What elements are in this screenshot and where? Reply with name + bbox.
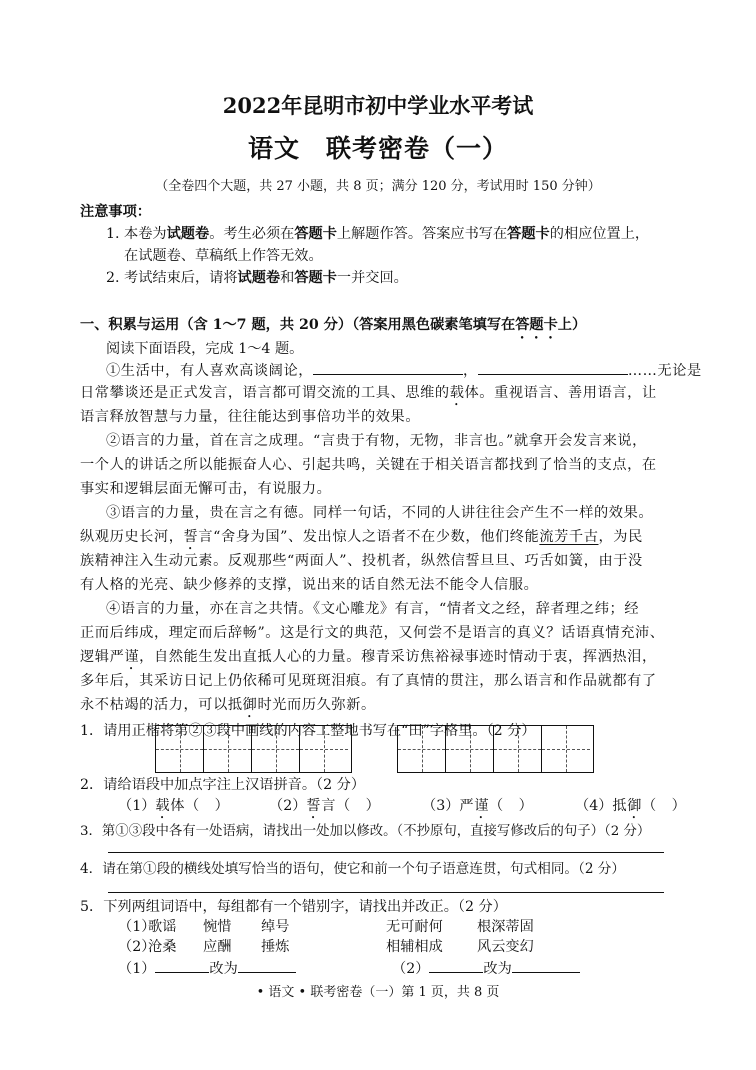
q5-word: 根深蒂固 xyxy=(477,919,534,935)
note-text: 的相应位置上， xyxy=(549,226,650,242)
tian-cell[interactable] xyxy=(156,726,204,772)
passage-text: ……无论是 xyxy=(627,363,702,379)
answer-label: （2） xyxy=(392,961,430,977)
note-emph: 试题卷 xyxy=(166,226,210,242)
exam-subtitle: 语文 联考密卷（一） xyxy=(247,134,508,163)
passage-p1-line3: 语言释放智慧与力量，往往能达到事倍功半的效果。 xyxy=(80,409,421,425)
answer-label: （1） xyxy=(118,961,156,977)
question-4: 4．请在第①段的横线处填写恰当的语句，使它和前一个句子语意连贯，句式相同。（2 分） xyxy=(80,861,625,877)
tian-cell[interactable] xyxy=(494,726,542,772)
passage-p4-line2: 正而后纬成，理定而后辞畅”。这是行文的典范，又何尝不是语言的真义？话语真情充沛、 xyxy=(80,625,665,641)
q2-option-2 xyxy=(269,797,380,822)
group-label: （2） xyxy=(118,939,156,955)
fill-blank[interactable] xyxy=(155,958,209,973)
option-text[interactable]: 体（ ） xyxy=(170,798,230,814)
passage-p4-line5 xyxy=(80,696,376,721)
group-label: （1） xyxy=(118,919,156,935)
tian-cell[interactable] xyxy=(542,726,590,772)
option-label: （2） xyxy=(269,798,307,814)
passage-p3-line2 xyxy=(80,528,643,553)
passage-text: 体。重视语言、善用语言，让 xyxy=(464,385,657,401)
underlined-phrase: 流芳千古 xyxy=(539,529,599,545)
note-emph: 试题卷 xyxy=(237,270,281,286)
note-emph: 答题卡 xyxy=(294,226,337,242)
passage-p3-line3: 族精神注入生动元素。反观那些“两面人”、投机者，纵然信誓旦旦、巧舌如簧，由于没 xyxy=(80,553,643,569)
option-text: 抵 xyxy=(612,798,628,814)
exam-title: 2022年昆明市初中学业水平考试 xyxy=(222,93,534,118)
q2-option-1 xyxy=(118,797,229,822)
question-1: 1．请用正楷将第②③段中画线的内容工整地书写在“田”字格里。（2 分） xyxy=(80,723,536,739)
passage-text: 日常攀谈还是正式发言，语言都可谓交流的工具、思维的 xyxy=(80,385,450,401)
passage-text: ，自然能生发出直抵人心的力量。穆青采访焦裕禄事迹时情动于衷，挥洒热泪， xyxy=(139,649,657,665)
tian-cell[interactable] xyxy=(446,726,494,772)
dotted-char: 誓 xyxy=(306,798,322,814)
heading-text: 一、积累与运用（含 1～7 题，共 20 分）（答案用黑色碳素笔填写在 xyxy=(80,317,516,333)
page-footer: • 语文 • 联考密卷（一）第 1 页，共 8 页 xyxy=(256,985,500,1000)
passage-text: 永不枯竭的活力，可以抵 xyxy=(80,697,243,713)
heading-emph: 答题卡 xyxy=(515,317,558,333)
option-label: （4） xyxy=(575,798,613,814)
dotted-char: 御 xyxy=(627,798,642,814)
q5-answer-2 xyxy=(392,958,580,978)
passage-text: 时光而历久弥新。 xyxy=(257,697,376,713)
answer-line[interactable] xyxy=(108,892,664,893)
q2-option-4 xyxy=(575,797,686,822)
notes-heading: 注意事项： xyxy=(80,204,151,220)
note-text: 2. 考试结束后，请将 xyxy=(106,270,238,286)
passage-p4-line3 xyxy=(80,648,657,673)
note-emph: 答题卡 xyxy=(294,270,337,286)
question-5: 5．下列两组词语中，每组都有一个错别字，请找出并改正。（2 分） xyxy=(80,899,507,915)
passage-p1-line2 xyxy=(80,384,657,409)
answer-text: 改为 xyxy=(209,961,238,977)
note-1-cont: 在试题卷、草稿纸上作答无效。 xyxy=(124,248,323,264)
fill-blank[interactable] xyxy=(478,360,628,375)
option-text: 严 xyxy=(459,798,475,814)
tian-grid-left[interactable] xyxy=(155,725,352,773)
passage-text: ①生活中，有人喜欢高谈阔论， xyxy=(106,363,314,379)
q5-word: 绰号 xyxy=(261,919,290,935)
answer-text: 改为 xyxy=(483,961,512,977)
q5-word: 相辅相成 xyxy=(386,939,443,955)
option-text[interactable]: （ ） xyxy=(489,798,534,814)
q2-option-3 xyxy=(422,797,533,822)
tian-cell[interactable] xyxy=(204,726,252,772)
fill-blank[interactable] xyxy=(313,360,463,375)
note-text: 上解题作答。答案应书写在 xyxy=(336,226,508,242)
dotted-char: 谨 xyxy=(124,649,140,665)
q5-word: 应酬 xyxy=(203,939,232,955)
passage-p4-line4: 多年后，其采访日记上仍依稀可见斑斑泪痕。有了真情的贯注，那么语言和作品就都有了 xyxy=(80,673,657,689)
passage-p3-line4: 有人格的光亮、缺少修养的支撑，说出来的话自然无法不能令人信服。 xyxy=(80,577,539,593)
question-3: 3．第①③段中各有一处语病，请找出一处加以修改。（不抄原句，直接写修改后的句子）（2 分） xyxy=(80,824,651,839)
note-1 xyxy=(106,225,649,243)
passage-text: 言“舍身为国”、发出惊人之语者不在少数，他们终能 xyxy=(198,529,540,545)
question-2: 2．请给语段中加点字注上汉语拼音。（2 分） xyxy=(80,777,366,793)
q5-word: 无可耐何 xyxy=(386,919,443,935)
passage-text: ，为民 xyxy=(598,529,643,545)
tian-cell[interactable] xyxy=(398,726,446,772)
passage-text: ， xyxy=(463,363,478,379)
passage-text: 逻辑严 xyxy=(80,649,125,665)
passage-p1-line1 xyxy=(106,360,702,380)
q5-word: 歌谣 xyxy=(148,919,177,935)
fill-blank[interactable] xyxy=(512,958,580,973)
passage-text: 纵观历史长河， xyxy=(80,529,184,545)
fill-blank[interactable] xyxy=(429,958,483,973)
note-text: 1. 本卷为 xyxy=(106,226,167,242)
dotted-char: 誓 xyxy=(183,529,199,545)
q5-word: 捶炼 xyxy=(261,939,290,955)
option-label: （1） xyxy=(118,798,156,814)
passage-p4-line1: ④语言的力量，亦在言之共情。《文心雕龙》有言，“情者文之经，辞者理之纬；经 xyxy=(106,601,640,617)
note-text: 一并交回。 xyxy=(336,270,408,286)
option-text[interactable]: （ ） xyxy=(642,798,687,814)
passage-p3-line1: ③语言的力量，贵在言之有德。同样一句话，不同的人讲往往会产生不一样的效果。 xyxy=(106,505,654,521)
q5-word: 沧桑 xyxy=(148,939,177,955)
note-2 xyxy=(106,269,408,287)
tian-cell[interactable] xyxy=(252,726,300,772)
section-1-intro: 阅读下面语段，完成 1～4 题。 xyxy=(106,341,304,357)
option-text[interactable]: 言（ ） xyxy=(321,798,381,814)
note-text: 。考生必须在 xyxy=(209,226,295,242)
note-text: 和 xyxy=(280,270,295,286)
tian-grid-right[interactable] xyxy=(397,725,594,773)
note-emph: 答题卡 xyxy=(507,226,550,242)
heading-text: 上） xyxy=(557,317,587,333)
dotted-char: 载 xyxy=(449,385,465,401)
option-label: （3） xyxy=(422,798,460,814)
fill-blank[interactable] xyxy=(238,958,296,973)
passage-p2-line3: 事实和逻辑层面无懈可击，有说服力。 xyxy=(80,481,332,497)
section-1-heading xyxy=(80,316,586,342)
q5-word: 惋惜 xyxy=(203,919,232,935)
exam-info: （全卷四个大题，共 27 小题，共 8 页；满分 120 分，考试用时 150 分钟） xyxy=(155,179,601,194)
dotted-char: 载 xyxy=(155,798,171,814)
passage-p2-line2: 一个人的讲话之所以能振奋人心、引起共鸣，关键在于相关语言都找到了恰当的支点，在 xyxy=(80,457,657,473)
passage-p2-line1: ②语言的力量，首在言之成理。“言贵于有物，无物，非言也。”就拿开会发言来说， xyxy=(106,433,647,449)
q5-answer-1 xyxy=(118,958,296,978)
answer-line[interactable] xyxy=(108,852,664,853)
dotted-char: 谨 xyxy=(474,798,489,814)
dotted-char: 御 xyxy=(242,697,258,713)
tian-cell[interactable] xyxy=(300,726,348,772)
q5-word: 风云变幻 xyxy=(477,939,534,955)
